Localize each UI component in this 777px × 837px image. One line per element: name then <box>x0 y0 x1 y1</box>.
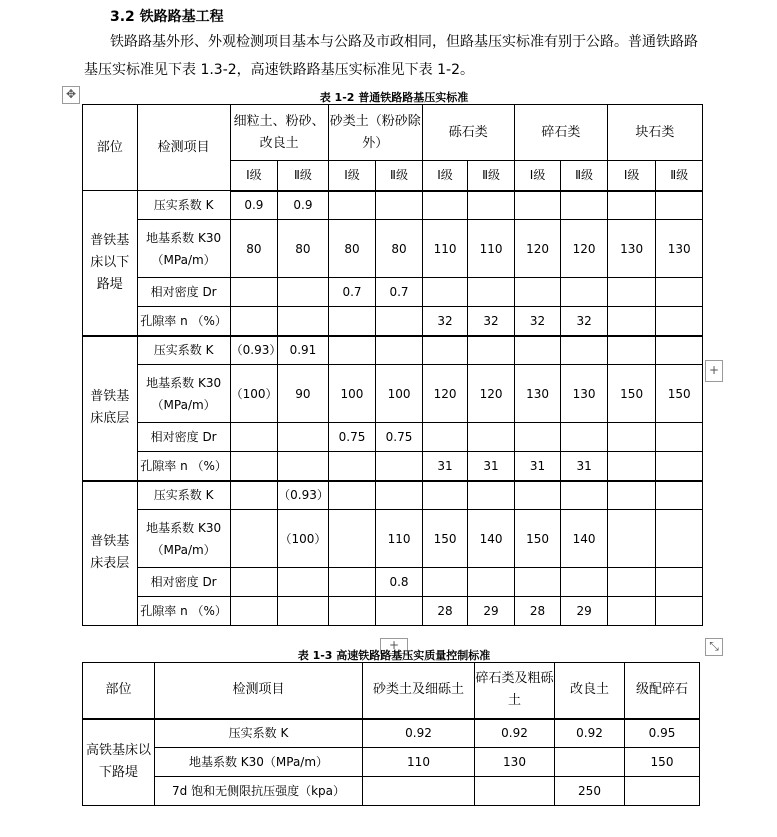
value-cell <box>656 510 703 568</box>
value-cell: 130 <box>514 365 561 423</box>
value-cell: 130 <box>656 220 703 278</box>
value-cell <box>607 481 656 510</box>
row-item-label: 压实系数 K <box>137 336 230 365</box>
header-item: 检测项目 <box>137 105 230 191</box>
header-grade: Ⅱ级 <box>561 161 608 191</box>
value-cell: 100 <box>328 365 376 423</box>
t2-row-item-label: 地基系数 K30（MPa/m） <box>155 748 363 777</box>
value-cell <box>656 336 703 365</box>
value-cell: 150 <box>422 510 468 568</box>
table-move-handle-icon[interactable]: ✥ <box>62 86 80 104</box>
value-cell: 130 <box>561 365 608 423</box>
value-cell: 150 <box>514 510 561 568</box>
value-cell: 32 <box>468 307 515 336</box>
header-grade: Ⅱ级 <box>468 161 515 191</box>
value-cell: 31 <box>514 452 561 481</box>
table1-ordinary-railway <box>82 104 703 626</box>
value-cell: 28 <box>514 597 561 626</box>
value-cell: （100） <box>230 365 278 423</box>
value-cell <box>561 423 608 452</box>
value-cell <box>230 278 278 307</box>
value-cell: 120 <box>468 365 515 423</box>
value-cell <box>278 423 329 452</box>
value-cell <box>278 597 329 626</box>
value-cell <box>230 481 278 510</box>
value-cell <box>561 568 608 597</box>
value-cell <box>230 597 278 626</box>
value-cell <box>376 191 423 220</box>
value-cell <box>422 191 468 220</box>
t2-value-cell: 0.92 <box>363 719 475 748</box>
header-grade: Ⅱ级 <box>278 161 329 191</box>
value-cell: 140 <box>468 510 515 568</box>
t2-row-item-label: 压实系数 K <box>155 719 363 748</box>
value-cell <box>230 423 278 452</box>
value-cell <box>278 452 329 481</box>
t2-value-cell: 110 <box>363 748 475 777</box>
value-cell <box>328 336 376 365</box>
section-part-label: 普铁基床表层 <box>83 481 138 626</box>
t2-value-cell: 0.92 <box>555 719 625 748</box>
value-cell: 0.9 <box>230 191 278 220</box>
value-cell: （100） <box>278 510 329 568</box>
value-cell <box>656 568 703 597</box>
value-cell <box>468 568 515 597</box>
value-cell <box>656 597 703 626</box>
header-group: 砾石类 <box>422 105 514 161</box>
add-column-icon[interactable]: + <box>705 360 723 382</box>
value-cell <box>514 481 561 510</box>
value-cell <box>468 278 515 307</box>
table-resize-handle-icon[interactable]: ⤡ <box>705 638 723 656</box>
value-cell <box>376 452 423 481</box>
t2-header-cell: 检测项目 <box>155 663 363 719</box>
value-cell: 0.8 <box>376 568 423 597</box>
value-cell: 120 <box>422 365 468 423</box>
value-cell: 110 <box>376 510 423 568</box>
value-cell <box>230 307 278 336</box>
value-cell: 32 <box>514 307 561 336</box>
value-cell <box>468 191 515 220</box>
value-cell: 31 <box>422 452 468 481</box>
value-cell <box>607 597 656 626</box>
value-cell: 120 <box>514 220 561 278</box>
row-item-label: 孔隙率 n （%） <box>137 307 230 336</box>
value-cell: 0.9 <box>278 191 329 220</box>
header-group: 细粒土、粉砂、改良土 <box>230 105 328 161</box>
value-cell <box>607 191 656 220</box>
value-cell <box>656 191 703 220</box>
paragraph-line-2: 基压实标准见下表 1.3-2，高速铁路路基压实标准见下表 1-2。 <box>84 62 474 78</box>
value-cell: 150 <box>607 365 656 423</box>
value-cell <box>468 481 515 510</box>
header-group: 砂类土（粉砂除外） <box>328 105 422 161</box>
value-cell: 80 <box>230 220 278 278</box>
section-part-label: 普铁基床底层 <box>83 336 138 481</box>
row-item-label: 地基系数 K30（MPa/m） <box>137 220 230 278</box>
t2-header-cell: 改良土 <box>555 663 625 719</box>
row-item-label: 相对密度 Dr <box>137 423 230 452</box>
value-cell <box>514 278 561 307</box>
value-cell: 32 <box>422 307 468 336</box>
value-cell: 0.7 <box>328 278 376 307</box>
t2-value-cell <box>625 777 700 806</box>
header-group: 碎石类 <box>514 105 607 161</box>
value-cell <box>514 191 561 220</box>
value-cell <box>422 278 468 307</box>
value-cell: 80 <box>376 220 423 278</box>
value-cell <box>561 278 608 307</box>
value-cell <box>376 597 423 626</box>
t2-part-label: 高铁基床以下路堤 <box>83 719 155 806</box>
value-cell <box>328 452 376 481</box>
value-cell: 32 <box>561 307 608 336</box>
value-cell <box>422 481 468 510</box>
value-cell <box>607 336 656 365</box>
value-cell <box>230 510 278 568</box>
value-cell: 31 <box>561 452 608 481</box>
value-cell <box>328 510 376 568</box>
value-cell <box>561 336 608 365</box>
header-grade: Ⅱ级 <box>656 161 703 191</box>
value-cell <box>656 481 703 510</box>
value-cell: （0.93） <box>278 481 329 510</box>
value-cell <box>514 568 561 597</box>
value-cell <box>230 568 278 597</box>
value-cell <box>328 307 376 336</box>
paragraph-line-1: 铁路路基外形、外观检测项目基本与公路及市政相同，但路基压实标准有别于公路。普通铁路路 <box>110 34 698 50</box>
value-cell: 29 <box>468 597 515 626</box>
value-cell: （0.93） <box>230 336 278 365</box>
value-cell <box>230 452 278 481</box>
table1-caption: 表 1-2 普通铁路路基压实标准 <box>319 91 469 104</box>
value-cell <box>376 336 423 365</box>
row-item-label: 孔隙率 n （%） <box>137 597 230 626</box>
value-cell <box>656 452 703 481</box>
value-cell <box>607 510 656 568</box>
header-part: 部位 <box>83 105 138 191</box>
t2-row-item-label: 7d 饱和无侧限抗压强度（kpa） <box>155 777 363 806</box>
value-cell: 0.75 <box>328 423 376 452</box>
value-cell <box>468 336 515 365</box>
value-cell: 110 <box>422 220 468 278</box>
value-cell <box>328 597 376 626</box>
value-cell <box>656 307 703 336</box>
row-item-label: 相对密度 Dr <box>137 568 230 597</box>
t2-value-cell: 130 <box>475 748 555 777</box>
row-item-label: 相对密度 Dr <box>137 278 230 307</box>
value-cell <box>656 423 703 452</box>
value-cell: 0.75 <box>376 423 423 452</box>
value-cell <box>607 452 656 481</box>
t2-value-cell: 0.95 <box>625 719 700 748</box>
header-grade: Ⅰ级 <box>422 161 468 191</box>
value-cell <box>376 481 423 510</box>
value-cell: 120 <box>561 220 608 278</box>
t2-value-cell <box>475 777 555 806</box>
row-item-label: 压实系数 K <box>137 191 230 220</box>
header-grade: Ⅰ级 <box>607 161 656 191</box>
header-grade: Ⅰ级 <box>230 161 278 191</box>
value-cell <box>278 278 329 307</box>
value-cell: 110 <box>468 220 515 278</box>
value-cell: 140 <box>561 510 608 568</box>
table2-high-speed-railway <box>82 662 700 806</box>
value-cell <box>561 481 608 510</box>
value-cell: 90 <box>278 365 329 423</box>
value-cell <box>468 423 515 452</box>
row-item-label: 孔隙率 n （%） <box>137 452 230 481</box>
header-group: 块石类 <box>607 105 702 161</box>
header-grade: Ⅱ级 <box>376 161 423 191</box>
value-cell <box>422 423 468 452</box>
value-cell <box>514 336 561 365</box>
row-item-label: 地基系数 K30（MPa/m） <box>137 365 230 423</box>
value-cell <box>607 423 656 452</box>
value-cell <box>422 336 468 365</box>
value-cell: 29 <box>561 597 608 626</box>
value-cell: 130 <box>607 220 656 278</box>
header-grade: Ⅰ级 <box>514 161 561 191</box>
t2-value-cell: 0.92 <box>475 719 555 748</box>
value-cell <box>278 307 329 336</box>
t2-header-cell: 部位 <box>83 663 155 719</box>
value-cell: 80 <box>278 220 329 278</box>
t2-header-cell: 碎石类及粗砾土 <box>475 663 555 719</box>
header-grade: Ⅰ级 <box>328 161 376 191</box>
value-cell <box>607 568 656 597</box>
value-cell: 0.7 <box>376 278 423 307</box>
t2-value-cell <box>363 777 475 806</box>
value-cell <box>561 191 608 220</box>
table2-caption: 表 1-3 高速铁路路基压实质量控制标准 <box>297 649 491 662</box>
value-cell <box>278 568 329 597</box>
value-cell: 31 <box>468 452 515 481</box>
section-part-label: 普铁基床以下路堤 <box>83 191 138 336</box>
value-cell: 80 <box>328 220 376 278</box>
value-cell <box>328 568 376 597</box>
section-heading: 3.2 铁路路基工程 <box>110 9 224 25</box>
t2-value-cell: 250 <box>555 777 625 806</box>
row-item-label: 地基系数 K30（MPa/m） <box>137 510 230 568</box>
value-cell: 28 <box>422 597 468 626</box>
t2-header-cell: 砂类土及细砾土 <box>363 663 475 719</box>
row-item-label: 压实系数 K <box>137 481 230 510</box>
value-cell: 150 <box>656 365 703 423</box>
t2-value-cell <box>555 748 625 777</box>
value-cell: 0.91 <box>278 336 329 365</box>
value-cell <box>328 481 376 510</box>
value-cell <box>656 278 703 307</box>
value-cell <box>422 568 468 597</box>
value-cell <box>328 191 376 220</box>
value-cell <box>607 307 656 336</box>
value-cell <box>376 307 423 336</box>
t2-value-cell: 150 <box>625 748 700 777</box>
value-cell <box>514 423 561 452</box>
t2-header-cell: 级配碎石 <box>625 663 700 719</box>
value-cell <box>607 278 656 307</box>
value-cell: 100 <box>376 365 423 423</box>
add-row-icon[interactable]: + <box>380 638 408 654</box>
